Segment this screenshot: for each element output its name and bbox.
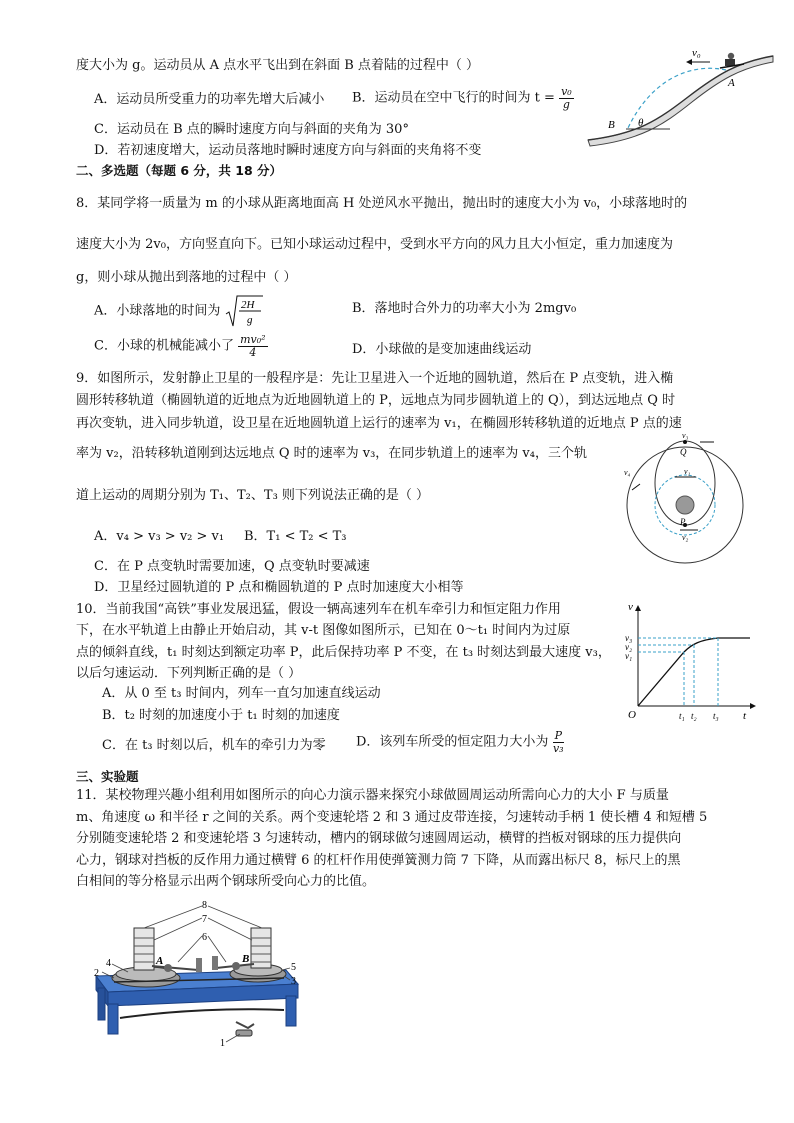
q9-line-1: 9．如图所示，发射静止卫星的一般程序是：先让卫星进入一个近地的圆轨道，然后在 P 点变轨，进入椭 — [76, 371, 674, 386]
q7-option-b-denominator: g — [562, 97, 570, 111]
label-2: 2 — [94, 968, 99, 979]
q9-option-a: A．v₄ > v₃ > v₂ > v₁ — [94, 529, 225, 544]
q8-option-b: B．落地时合外力的功率大小为 2mgv₀ — [352, 301, 577, 316]
point-b-label: B — [608, 119, 615, 131]
q8-line-3: g，则小球从抛出到落地的过程中（ ） — [76, 270, 297, 285]
q9-option-c: C．在 P 点变轨时需要加速，Q 点变轨时要减速 — [94, 559, 370, 574]
skier-head-icon — [728, 53, 734, 59]
q9-line-5: 道上运动的周期分别为 T₁、T₂、T₃ 则下列说法正确的是（ ） — [76, 488, 430, 503]
q8-option-c-fraction — [238, 334, 267, 358]
section-multiple-choice-title: 二、多选题（每题 6 分，共 18 分） — [76, 163, 283, 178]
q10-option-d-text: D．该列车所受的恒定阻力大小为 — [356, 734, 549, 750]
v-t-graph-figure — [622, 600, 762, 726]
satellite-orbit-figure — [620, 430, 750, 566]
theta-label: θ — [638, 117, 644, 129]
q8-line-1: 8．某同学将一质量为 m 的小球从距离地面高 H 处逆风水平抛出，抛出时的速度大小为 v₀，小球落地时的 — [76, 196, 688, 211]
q7-option-a: A．运动员所受重力的功率先增大后减小 — [94, 92, 325, 107]
v-axis-label: v — [628, 601, 633, 613]
t3-tick-label: t₃ — [713, 711, 719, 721]
q7-option-b-text: B．运动员在空中飞行的时间为 t = — [352, 90, 555, 106]
q8-option-a-denominator: g — [246, 314, 253, 326]
centripetal-force-apparatus-figure — [86, 898, 311, 1048]
table-leg-back-left — [98, 988, 105, 1020]
table-leg-front-right — [286, 996, 296, 1026]
v3-tick-label: v₃ — [625, 633, 633, 643]
belt-lower — [120, 1009, 284, 1018]
q9-line-4: 率为 v₂，沿转移轨道刚到达远地点 Q 时的速率为 v₃，在同步轨道上的速率为 v₄，三个轨 — [76, 446, 587, 461]
v4-arrow — [632, 484, 640, 490]
q8-option-c-numerator: mv₀² — [240, 333, 266, 346]
v3-label: v₃ — [682, 431, 689, 440]
ball-a-icon — [164, 964, 172, 972]
q9-option-d: D．卫星经过圆轨道的 P 点和椭圆轨道的 P 点时加速度大小相等 — [94, 580, 464, 595]
ski-jump-figure — [578, 42, 778, 152]
v2-tick-label: v₂ — [625, 642, 633, 652]
q10-line-3: 点的倾斜直线，t₁ 时刻达到额定功率 P，此后保持功率 P 不变，在 t₃ 时刻达到最大速度 v₃， — [76, 645, 611, 660]
q7-option-d: D．若初速度增大，运动员落地时瞬时速度方向与斜面的夹角将不变 — [94, 143, 482, 158]
q8-option-a — [94, 294, 265, 328]
label-b: B — [242, 953, 250, 965]
v1-tick-label: v₁ — [625, 651, 633, 661]
sqrt-icon — [225, 294, 265, 328]
v0-label: v₀ — [692, 47, 701, 59]
label-6: 6 — [202, 932, 207, 943]
leader-1 — [226, 1034, 240, 1042]
section-experiment-title: 三、实验题 — [76, 769, 139, 784]
slope-surface — [588, 56, 773, 146]
v4-label: v₄ — [624, 468, 631, 477]
t-axis-arrow-icon — [750, 703, 756, 709]
crank-handle — [236, 1022, 254, 1028]
q10-line-1: 10．当前我国“高铁”事业发展迅猛，假设一辆高速列车在机车牵引力和恒定阻力作用 — [76, 602, 561, 617]
v2-label: v₂ — [682, 533, 689, 542]
label-a: A — [156, 955, 164, 967]
leader-8a — [144, 906, 202, 928]
q7-option-c: C．运动员在 B 点的瞬时速度方向与斜面的夹角为 30° — [94, 122, 409, 137]
v1-label: v₁ — [684, 467, 691, 476]
q7-option-b — [352, 86, 574, 110]
q8-option-c-denominator: 4 — [249, 345, 257, 359]
origin-label: O — [628, 709, 636, 721]
earth-icon — [676, 496, 694, 514]
q-label: Q — [680, 447, 687, 457]
q9-line-2: 圆形转移轨道（椭圆轨道的近地点为近地圆轨道上的 P，远地点为同步圆轨道上的 Q），到达远地点 Q 时 — [76, 393, 676, 408]
t1-tick-label: t₁ — [679, 711, 685, 721]
point-a-label: A — [728, 77, 735, 89]
spring-sleeve-left — [134, 928, 154, 970]
q11-line-4: 心力，钢球对挡板的反作用力通过横臂 6 的杠杆作用使弹簧测力筒 7 下降，从而露出标尺 8，标尺上的黑 — [76, 853, 681, 868]
q9-line-3: 再次变轨，进入同步轨道，设卫星在近地圆轨道上运行的速率为 v₁，在椭圆形转移轨道的近地点 P 点的速 — [76, 416, 682, 431]
q7-option-b-numerator: v₀ — [561, 85, 572, 98]
t2-tick-label: t₂ — [691, 711, 697, 721]
label-4: 4 — [106, 958, 111, 969]
baffle-right — [212, 956, 218, 970]
q10-option-d-fraction — [553, 730, 564, 754]
label-3: 3 — [291, 976, 296, 987]
point-q-dot — [683, 440, 687, 444]
q10-option-d — [356, 730, 564, 754]
label-7: 7 — [202, 914, 207, 925]
baffle-left — [196, 958, 202, 972]
p-label: P — [680, 517, 686, 527]
label-1: 1 — [220, 1038, 225, 1048]
q10-option-d-denominator: v₃ — [552, 741, 564, 755]
q11-line-1: 11．某校物理兴趣小组利用如图所示的向心力演示器来探究小球做圆周运动所需向心力的大小 F 与质量 — [76, 788, 669, 803]
q8-option-a-text: A．小球落地的时间为 — [94, 303, 221, 319]
q10-option-a: A．从 0 至 t₃ 时间内，列车一直匀加速直线运动 — [102, 686, 381, 701]
q10-line-2: 下，在水平轨道上由静止开始启动，其 v-t 图像如图所示，已知在 0～t₁ 时间内为过原 — [76, 623, 571, 638]
q7-stem: 度大小为 g。运动员从 A 点水平飞出到在斜面 B 点着陆的过程中（ ） — [76, 58, 480, 73]
q7-option-b-fraction — [559, 86, 574, 110]
q11-line-2: m、角速度 ω 和半径 r 之间的关系。两个变速轮塔 2 和 3 通过皮带连接，匀速转动手柄 1 使长槽 4 和短槽 5 — [76, 810, 708, 825]
label-8: 8 — [202, 900, 207, 911]
label-5: 5 — [291, 962, 296, 973]
arrow-head-icon — [686, 59, 692, 65]
q8-line-2: 速度大小为 2v₀，方向竖直向下。已知小球运动过程中，受到水平方向的风力且大小恒定，重力加速度为 — [76, 237, 673, 252]
q10-option-c: C．在 t₃ 时刻以后，机车的牵引力为零 — [102, 738, 326, 753]
ball-b-icon — [232, 962, 240, 970]
table-leg-front-left — [108, 1004, 118, 1034]
q8-option-a-numerator: 2H — [240, 299, 254, 311]
t-axis-label: t — [743, 710, 747, 722]
q11-line-5: 白相间的等分格显示出两个钢球所受向心力的比值。 — [76, 874, 376, 889]
v-axis-arrow-icon — [635, 605, 641, 611]
q8-option-d: D．小球做的是变加速曲线运动 — [352, 342, 532, 357]
leader-8b — [208, 906, 262, 928]
q9-option-b: B．T₁ < T₂ < T₃ — [244, 529, 347, 544]
q8-option-c — [94, 334, 268, 358]
q8-option-c-text: C．小球的机械能减小了 — [94, 338, 234, 354]
q10-option-d-numerator: P — [554, 729, 562, 742]
q11-line-3: 分别随变速轮塔 2 和变速轮塔 3 匀速转动，槽内的钢球做匀速圆周运动，横臂的挡板对钢球的压力提供向 — [76, 831, 682, 846]
q10-option-b: B．t₂ 时刻的加速度小于 t₁ 时刻的加速度 — [102, 708, 340, 723]
q10-line-4: 以后匀速运动．下列判断正确的是（ ） — [76, 666, 302, 681]
